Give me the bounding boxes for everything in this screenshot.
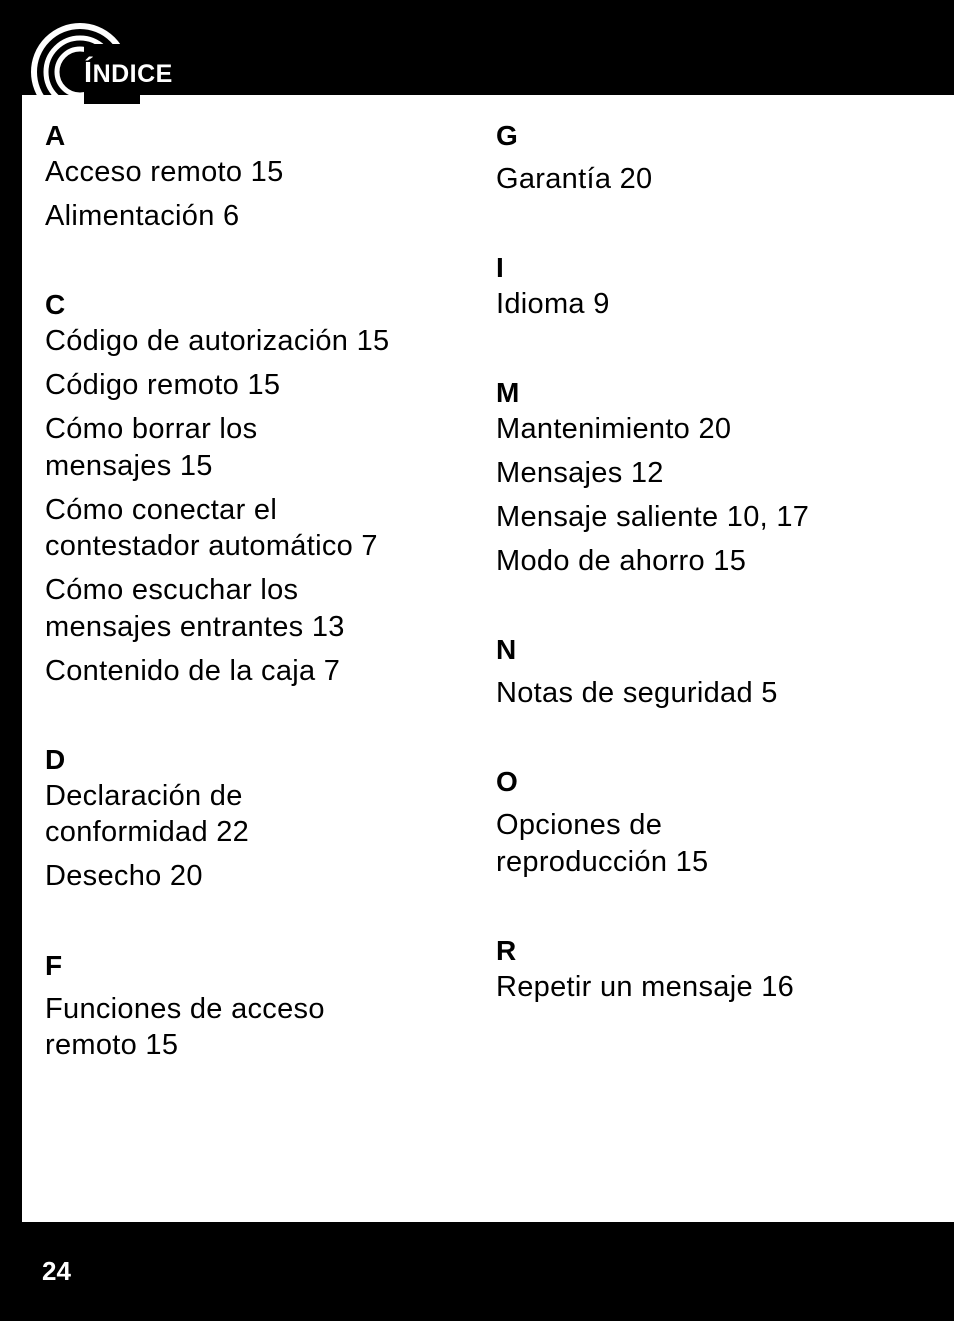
index-entry-continued: reproducción 15 — [496, 846, 709, 878]
index-entry: Cómo escuchar los — [45, 574, 299, 606]
index-entry: Código remoto 15 — [45, 369, 281, 401]
index-letter-o: O — [496, 766, 518, 797]
index-entry: Declaración de — [45, 780, 243, 812]
index-entry: Acceso remoto 15 — [45, 156, 284, 188]
index-entry: Notas de seguridad 5 — [496, 677, 778, 709]
index-entry: Desecho 20 — [45, 860, 203, 892]
index-entry-continued: mensajes entrantes 13 — [45, 611, 345, 643]
section-title-rest: NDICE — [92, 60, 173, 88]
index-letter-f: F — [45, 950, 63, 981]
index-entry: Alimentación 6 — [45, 200, 240, 232]
index-entry: Modo de ahorro 15 — [496, 545, 747, 577]
index-letter-g: G — [496, 120, 518, 151]
index-entry-continued: contestador automático 7 — [45, 530, 378, 562]
index-letter-i: I — [496, 252, 504, 283]
index-letter-m: M — [496, 377, 520, 408]
index-entry: Repetir un mensaje 16 — [496, 971, 795, 1003]
index-entry: Opciones de — [496, 809, 663, 841]
index-entry: Cómo borrar los — [45, 413, 258, 445]
index-entry: Garantía 20 — [496, 163, 653, 195]
index-entry: Idioma 9 — [496, 288, 610, 320]
index-letter-a: A — [45, 120, 66, 151]
index-entry: Código de autorización 15 — [45, 325, 390, 357]
section-title-initial: Í — [84, 57, 93, 89]
index-entry: Contenido de la caja 7 — [45, 655, 341, 687]
index-letter-r: R — [496, 935, 517, 966]
index-entry: Cómo conectar el — [45, 494, 278, 526]
index-letter-c: C — [45, 289, 66, 320]
index-entry-continued: mensajes 15 — [45, 450, 213, 482]
page-number: 24 — [42, 1256, 71, 1286]
index-entry-continued: remoto 15 — [45, 1029, 179, 1061]
index-entry: Funciones de acceso — [45, 993, 325, 1025]
index-entry-continued: conformidad 22 — [45, 816, 250, 848]
index-entry: Mensajes 12 — [496, 457, 664, 489]
index-entry: Mensaje saliente 10, 17 — [496, 501, 810, 533]
index-letter-n: N — [496, 634, 517, 665]
index-letter-d: D — [45, 744, 66, 775]
index-entry: Mantenimiento 20 — [496, 413, 732, 445]
section-title — [84, 59, 173, 88]
